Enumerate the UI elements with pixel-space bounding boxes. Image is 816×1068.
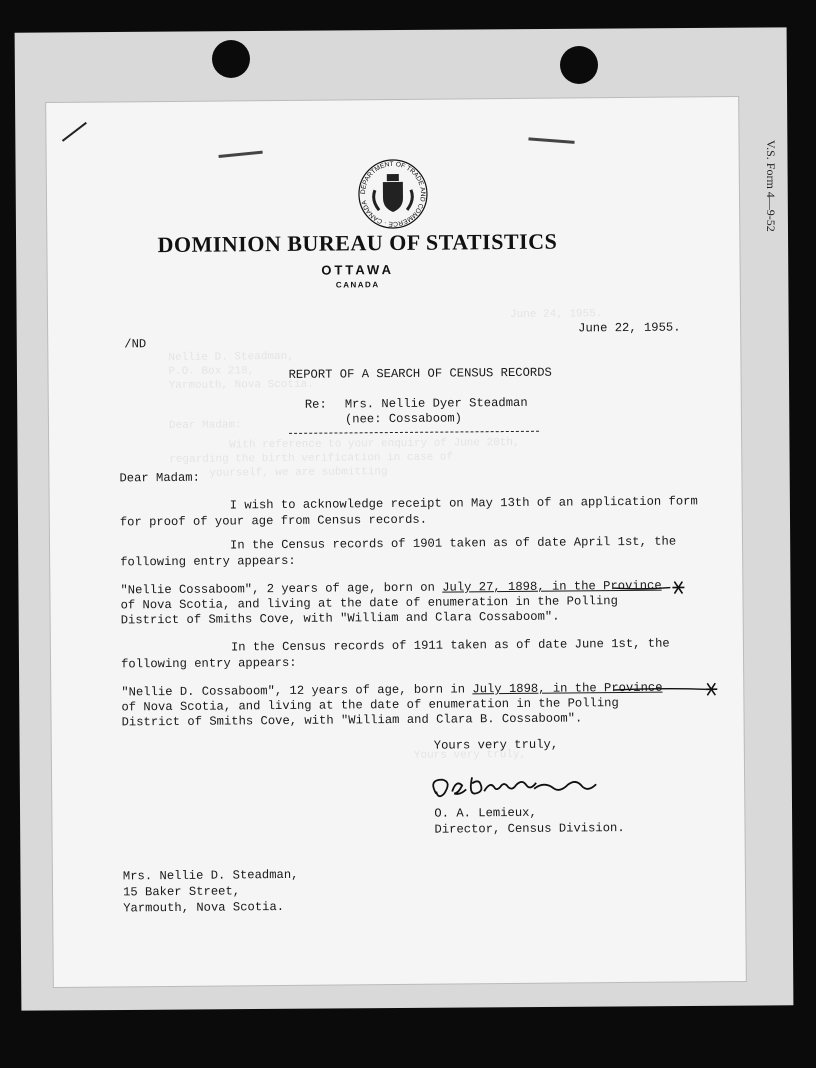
entry1-text: "Nellie Cossaboom", 2 years of age, born on (120, 580, 443, 598)
entry1-line3: District of Smiths Cove, with "William and Clara Cossaboom". (120, 609, 560, 628)
letter-date: June 22, 1955. (578, 320, 681, 336)
form-number-label: V.S. Form 4—9-52 (764, 140, 778, 232)
entry2-line2: of Nova Scotia, and living at the date of enumeration in the Polling (121, 696, 619, 715)
entry2-text: "Nellie D. Cossaboom", 12 years of age, born in (121, 682, 473, 700)
annotation-star-1 (610, 575, 690, 600)
para1-line1: I wish to acknowledge receipt on May 13th of an application form (229, 494, 698, 513)
annotation-star-2 (611, 675, 721, 700)
bleed-line2: regarding the birth verification in case of (169, 451, 454, 466)
address-line3: Yarmouth, Nova Scotia. (123, 899, 285, 916)
entry1-birthdate: July 27, 1898, in the Province (442, 578, 662, 595)
punch-hole-right (560, 46, 598, 84)
bleed-date: June 24, 1955. (509, 308, 603, 321)
bleed-addr2: P.O. Box 218, (168, 365, 255, 378)
bureau-country: CANADA (335, 280, 380, 290)
entry1-line2: of Nova Scotia, and living at the date of enumeration in the Polling (120, 594, 618, 613)
bureau-city: OTTAWA (321, 262, 394, 278)
title-rule (289, 431, 539, 434)
coat-of-arms-seal (357, 158, 430, 231)
para3-line1: In the Census records of 1911 taken as of date June 1st, the (230, 636, 670, 655)
bureau-name: DOMINION BUREAU OF STATISTICS (157, 228, 558, 258)
para2-line1: In the Census records of 1901 taken as of date April 1st, the (229, 534, 677, 553)
address-line2: 15 Baker Street, (122, 884, 241, 900)
handwritten-signature (424, 770, 614, 808)
letter-page (46, 97, 746, 987)
bleed-line1: With reference to your enquiry of June 20th, (229, 436, 520, 452)
salutation: Dear Madam: (119, 470, 200, 486)
closing: Yours very truly, (433, 737, 559, 753)
bleed-line3: yourself, we are submitting (209, 466, 388, 480)
signer-name: O. A. Lemieux, (434, 805, 537, 821)
bleed-closing: Yours very truly, (413, 748, 527, 762)
para2-line2: following entry appears: (120, 553, 296, 570)
signer-title: Director, Census Division. (434, 821, 625, 837)
address-line1: Mrs. Nellie D. Steadman, (122, 867, 299, 884)
staple-mark-left (217, 149, 265, 159)
reference-code: /ND (124, 337, 147, 352)
seal-text: DEPARTMENT OF TRADE AND COMMERCE · CANADA (359, 160, 426, 228)
entry2-birthdate: July 1898, in the Province (472, 680, 663, 697)
bleed-addr1: Nellie D. Steadman, (168, 350, 294, 364)
punch-hole-left (212, 40, 250, 78)
re-label: Re: (304, 397, 327, 412)
bleed-addr3: Yarmouth, Nova Scotia. (168, 378, 314, 392)
re-name: Mrs. Nellie Dyer Steadman (344, 395, 528, 412)
pencil-tick (60, 121, 88, 143)
report-title: REPORT OF A SEARCH OF CENSUS RECORDS (288, 365, 552, 382)
staple-mark-right (526, 134, 576, 146)
bleed-salutation: Dear Madam: (168, 419, 242, 432)
re-nee: (nee: Cossaboom) (344, 411, 463, 427)
para3-line2: following entry appears: (120, 655, 297, 672)
para1-line2: for proof of your age from Census records. (119, 512, 428, 530)
entry2-line3: District of Smiths Cove, with "William and Clara B. Cossaboom". (121, 711, 583, 730)
